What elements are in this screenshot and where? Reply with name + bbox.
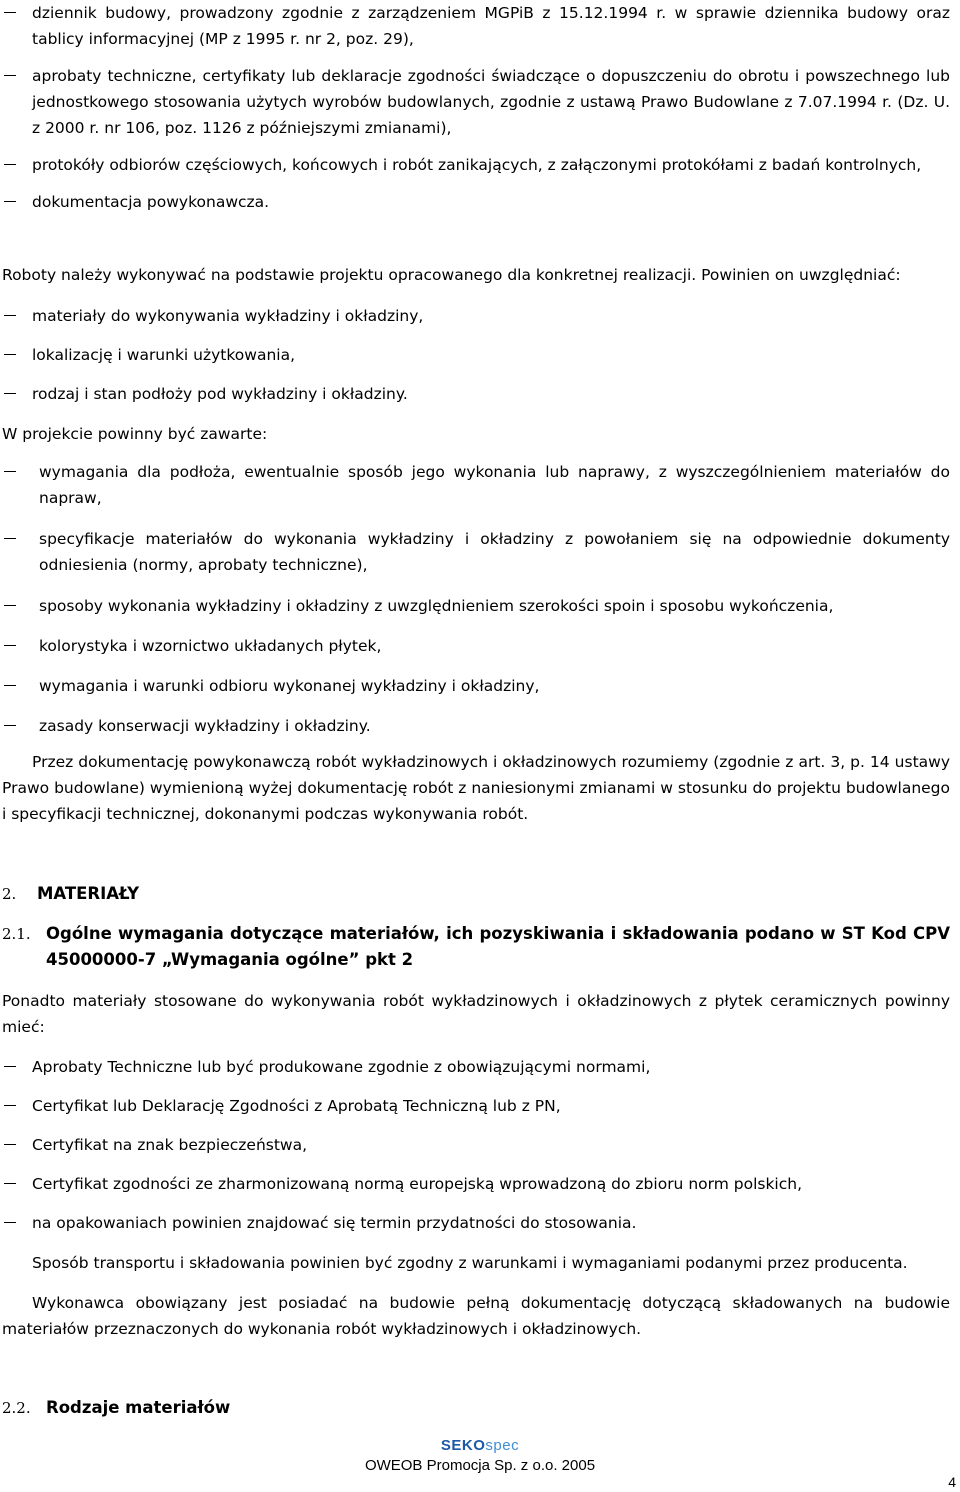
brand-logo: SEKOspec xyxy=(440,1437,520,1454)
dash-bullet xyxy=(4,725,16,726)
dash-bullet xyxy=(4,164,16,165)
section-number: 2. xyxy=(2,885,17,903)
section-heading-2-2 xyxy=(2,1395,950,1421)
list-item: na opakowaniach powinien znajdować się termin przydatności do stosowania. xyxy=(2,1210,950,1236)
paragraph-transport: Sposób transportu i składowania powinien być zgodny z warunkami i wymaganiami podanymi przez producenta. xyxy=(32,1254,908,1272)
dash-bullet xyxy=(4,538,16,539)
section-title: Ogólne wymagania dotyczące materiałów, ich pozyskiwania i składowania podano w ST Kod CPV 45000000-7 „Wymagania ogólne” pkt 2 xyxy=(46,924,950,969)
list-item: Certyfikat zgodności ze zharmonizowaną normą europejską wprowadzoną do zbioru norm polskich, xyxy=(2,1171,950,1197)
section-number: 2.1. xyxy=(2,925,31,943)
dash-bullet xyxy=(4,1066,16,1067)
paragraph-roboty: Roboty należy wykonywać na podstawie projektu opracowanego dla konkretnej realizacji. Powinien on uwzględniać: xyxy=(2,266,901,284)
paragraph-ponadto: Ponadto materiały stosowane do wykonywania robót wykładzinowych i okładzinowych z płytek ceramicznych powinny mieć: xyxy=(2,992,950,1036)
paragraph-wykonawca: Wykonawca obowiązany jest posiadać na budowie pełną dokumentację dotyczącą składowanych na budowie materiałów przeznaczonych do wykonania robót wykładzinowych i okładzinowych. xyxy=(2,1294,950,1338)
dash-bullet xyxy=(4,201,16,202)
list-item: kolorystyka i wzornictwo układanych płytek, xyxy=(2,633,950,659)
dash-bullet xyxy=(4,393,16,394)
materials-requirements-list xyxy=(2,1054,950,1236)
list-item: sposoby wykonania wykładziny i okładziny z uwzględnieniem szerokości spoin i sposobu wykończenia, xyxy=(2,593,950,619)
section-heading-2-1 xyxy=(2,921,950,973)
section-title: Rodzaje materiałów xyxy=(46,1398,231,1417)
list-item: dziennik budowy, prowadzony zgodnie z zarządzeniem MGPiB z 15.12.1994 r. w sprawie dziennika budowy oraz tablicy informacyjnej (MP z 1995 r. nr 2, poz. 29), xyxy=(2,0,950,52)
dash-bullet xyxy=(4,1183,16,1184)
dash-bullet xyxy=(4,645,16,646)
list-item: dokumentacja powykonawcza. xyxy=(2,189,950,215)
list-item: zasady konserwacji wykładziny i okładziny. xyxy=(2,713,950,739)
list-item: specyfikacje materiałów do wykonania wykładziny i okładziny z powołaniem się na odpowiednie dokumenty odniesienia (normy, aprobaty techniczne), xyxy=(2,526,950,578)
list-item: Certyfikat lub Deklarację Zgodności z Aprobatą Techniczną lub z PN, xyxy=(2,1093,950,1119)
dash-bullet xyxy=(4,12,16,13)
dash-bullet xyxy=(4,75,16,76)
section-title: MATERIAŁY xyxy=(37,884,140,903)
projekt-list xyxy=(2,459,950,739)
list-item: Aprobaty Techniczne lub być produkowane zgodnie z obowiązującymi normami, xyxy=(2,1054,950,1080)
documents-list xyxy=(2,0,950,215)
list-item: wymagania dla podłoża, ewentualnie sposób jego wykonania lub naprawy, z wyszczególnieniem materiałów do napraw, xyxy=(2,459,950,511)
dash-bullet xyxy=(4,354,16,355)
dash-bullet xyxy=(4,315,16,316)
dash-bullet xyxy=(4,685,16,686)
list-item: wymagania i warunki odbioru wykonanej wykładziny i okładziny, xyxy=(2,673,950,699)
dash-bullet xyxy=(4,1105,16,1106)
list-item: rodzaj i stan podłoży pod wykładziny i okładziny. xyxy=(2,381,950,407)
dash-bullet xyxy=(4,1222,16,1223)
paragraph-dokumentacja: Przez dokumentację powykonawczą robót wykładzinowych i okładzinowych rozumiemy (zgodnie z art. 3, p. 14 ustawy Prawo budowlane) wymienioną wyżej dokumentację robót z naniesionymi zmianami w stosunku do projektu budowlanego i specyfikacji technicznej, dokonanymi podczas wykonywania robót. xyxy=(2,753,950,823)
page-footer xyxy=(0,1436,960,1476)
dash-bullet xyxy=(4,605,16,606)
dash-bullet xyxy=(4,1144,16,1145)
list-item: protokóły odbiorów częściowych, końcowych i robót zanikających, z załączonymi protokółami z badań kontrolnych, xyxy=(2,152,950,178)
section-number: 2.2. xyxy=(2,1399,31,1417)
list-item: lokalizację i warunki użytkowania, xyxy=(2,342,950,368)
list-item: materiały do wykonywania wykładziny i okładziny, xyxy=(2,303,950,329)
roboty-list xyxy=(2,303,950,407)
section-heading-materialy xyxy=(2,881,950,907)
dash-bullet xyxy=(4,471,16,472)
list-item: aprobaty techniczne, certyfikaty lub deklaracje zgodności świadczące o dopuszczeniu do obrotu i powszechnego lub jednostkowego stosowania użytych wyrobów budowlanych, zgodnie z ustawą Prawo Budowlane z 7.07.1994 r. (Dz. U. z 2000 r. nr 106, poz. 1126 z późniejszymi zmianami), xyxy=(2,63,950,141)
footer-company: OWEOB Promocja Sp. z o.o. 2005 xyxy=(364,1457,596,1474)
list-item: Certyfikat na znak bezpieczeństwa, xyxy=(2,1132,950,1158)
paragraph-projekt: W projekcie powinny być zawarte: xyxy=(2,425,268,443)
page-number: 4 xyxy=(948,1474,956,1490)
